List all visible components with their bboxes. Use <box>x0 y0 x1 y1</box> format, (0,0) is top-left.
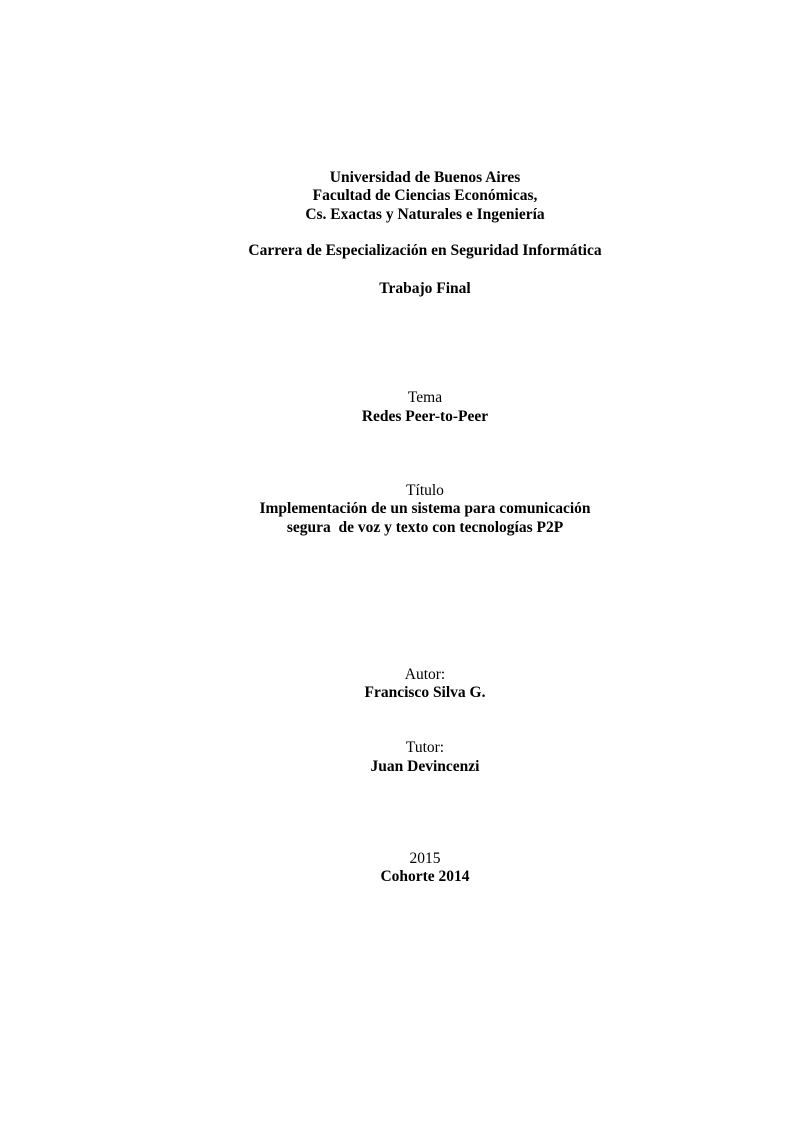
program-name: Carrera de Especialización en Seguridad Informática <box>248 242 602 259</box>
university-name: Universidad de Buenos Aires <box>329 169 521 186</box>
author-name: Francisco Silva G. <box>364 684 486 701</box>
title-label: Título <box>406 482 444 499</box>
topic-value: Redes Peer-to-Peer <box>361 408 489 425</box>
author-label: Autor: <box>404 666 446 683</box>
title-line-2: segura de voz y texto con tecnologías P2P <box>286 519 564 536</box>
cohort: Cohorte 2014 <box>380 868 470 885</box>
faculty-name: Facultad de Ciencias Económicas, <box>312 187 538 204</box>
title-line-1: Implementación de un sistema para comunicación <box>259 500 591 517</box>
tutor-label: Tutor: <box>405 739 445 756</box>
tutor-name: Juan Devincenzi <box>370 758 480 775</box>
work-type: Trabajo Final <box>379 280 471 297</box>
departments-name: Cs. Exactas y Naturales e Ingeniería <box>305 206 545 223</box>
year: 2015 <box>409 850 441 867</box>
topic-label: Tema <box>407 389 443 406</box>
